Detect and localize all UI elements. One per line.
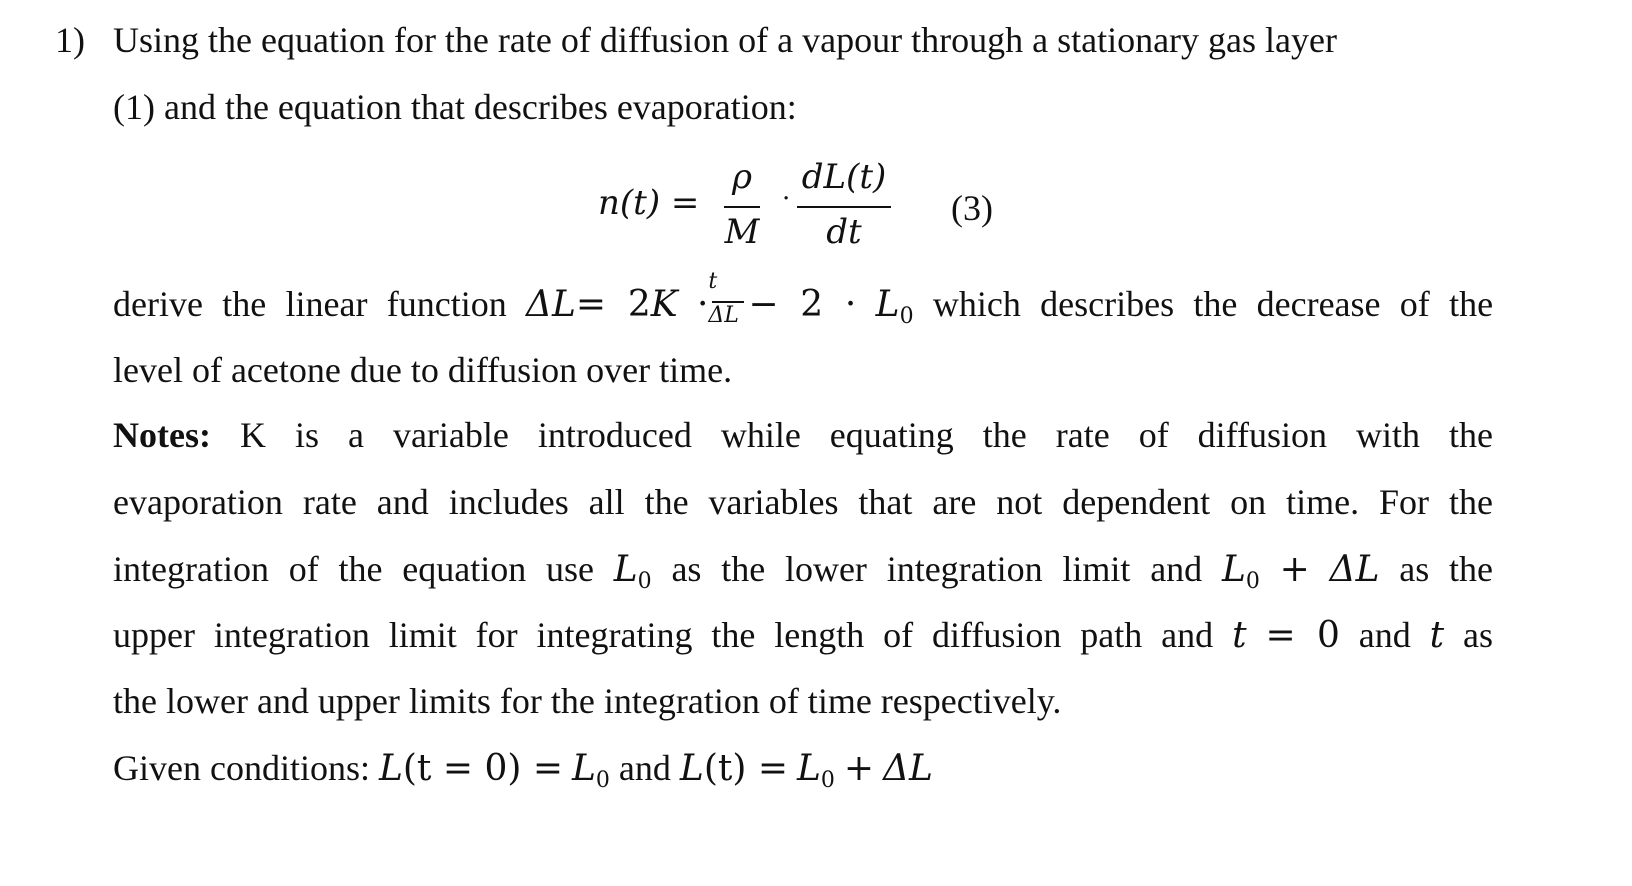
l-symbol: L: [875, 284, 900, 325]
l0-symbol: L: [613, 549, 638, 590]
fraction-m-denominator: M: [724, 212, 760, 252]
given-l-2: L: [679, 748, 704, 789]
plus-symbol: +: [1279, 549, 1310, 590]
notes-label: Notes:: [113, 415, 211, 455]
t-symbol-2: t: [1429, 615, 1445, 656]
notes-line3-b: as the lower integration limit and: [671, 549, 1203, 589]
given-l0-2: L: [796, 748, 821, 789]
given-label: Given conditions:: [113, 748, 370, 788]
given-and: and: [618, 748, 671, 788]
fraction-dlt-bar: [797, 206, 891, 208]
notes-line-3: [113, 547, 1493, 604]
equals-two: = 2: [575, 284, 651, 325]
notes-line3-c: as the: [1399, 549, 1494, 589]
equation-lhs: n(t) =: [598, 183, 700, 223]
notes-line4-b: and: [1358, 615, 1411, 655]
fraction-dlt-numerator: dL(t): [801, 157, 887, 197]
l0-subscript: 0: [637, 569, 652, 594]
given-paren-1: (t = 0) =: [402, 748, 564, 789]
given-sub-1: 0: [595, 768, 610, 793]
multiplication-dot: ·: [782, 184, 791, 214]
derive-text-pre: derive the linear function: [113, 284, 507, 324]
inline-fraction-denominator: ΔL: [708, 303, 739, 328]
notes-line3-a: integration of the equation use: [113, 549, 594, 589]
notes-line-4: [113, 613, 1493, 658]
given-conditions-line: [113, 746, 1493, 803]
given-l-1: L: [378, 748, 403, 789]
notes-line4-c: as: [1463, 615, 1494, 655]
intro-line-1: Using the equation for the rate of diffusion of a vapour through a stationary gas layer: [113, 20, 1337, 60]
given-sub-2: 0: [820, 768, 835, 793]
derive-text-post: which describes the decrease of the: [932, 284, 1494, 324]
inline-fraction: [708, 269, 748, 328]
derive-line-2: level of acetone due to diffusion over time.: [113, 350, 733, 390]
given-l0-1: L: [572, 748, 596, 789]
derive-line-1: [113, 269, 1494, 339]
k-symbol: K: [650, 284, 678, 325]
delta-l-symbol-2: ΔL: [1329, 549, 1380, 590]
t-symbol: t: [1232, 615, 1247, 656]
fraction-rho-numerator: ρ: [732, 157, 752, 197]
delta-l-symbol: ΔL: [526, 284, 576, 325]
equals-zero: = 0: [1265, 615, 1340, 656]
notes-line4-a: upper integration limit for integrating the length of diffusion path and: [113, 615, 1214, 655]
dot-symbol: ·: [696, 284, 709, 325]
notes-line-2: evaporation rate and includes all the variables that are not dependent on time. For the: [113, 482, 1493, 522]
given-delta-l: ΔL: [883, 748, 933, 789]
fraction-dt-denominator: dt: [826, 212, 862, 252]
l0-symbol-2: L: [1221, 549, 1246, 590]
equation-label: (3): [951, 188, 993, 228]
minus-two-dot: − 2 ·: [748, 284, 857, 325]
inline-fraction-numerator: t: [708, 269, 718, 294]
l-subscript: 0: [899, 304, 914, 329]
question-number: 1): [55, 20, 85, 60]
given-plus: +: [843, 748, 875, 789]
l0-subscript-2: 0: [1245, 569, 1260, 594]
fraction-rho-bar: [724, 206, 760, 208]
notes-line-1: [113, 413, 1493, 457]
intro-line-2: (1) and the equation that describes evaporation:: [113, 87, 797, 127]
notes-line-5: the lower and upper limits for the integration of time respectively.: [113, 681, 1062, 721]
given-paren-2: (t) =: [703, 748, 788, 789]
notes-text-1: K is a variable introduced while equating the rate of diffusion with the: [239, 415, 1493, 455]
